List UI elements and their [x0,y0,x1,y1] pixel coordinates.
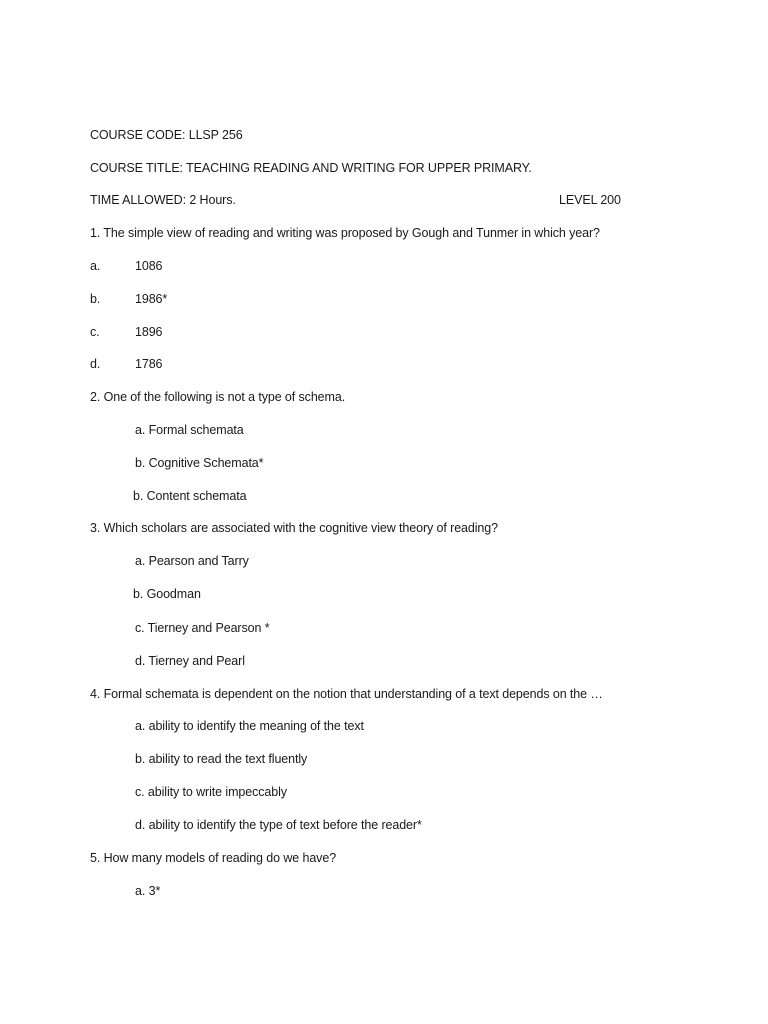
q1-option-d-letter: d. [90,357,101,371]
q4-option-d: d. ability to identify the type of text before the reader* [135,818,422,832]
question-1: 1. The simple view of reading and writing was proposed by Gough and Tunmer in which year? [90,226,600,240]
q3-option-a: a. Pearson and Tarry [135,554,249,568]
q3-option-b: b. Goodman [133,587,201,601]
question-3: 3. Which scholars are associated with the cognitive view theory of reading? [90,521,498,535]
course-title: COURSE TITLE: TEACHING READING AND WRITING FOR UPPER PRIMARY. [90,161,532,175]
q1-option-c-value: 1896 [135,325,163,339]
q4-option-a: a. ability to identify the meaning of the text [135,719,364,733]
q1-option-c-letter: c. [90,325,100,339]
level-label: LEVEL 200 [559,193,621,207]
question-2: 2. One of the following is not a type of schema. [90,390,346,404]
q1-option-d-value: 1786 [135,357,163,371]
q3-option-c: c. Tierney and Pearson * [135,621,270,635]
time-allowed: TIME ALLOWED: 2 Hours. [90,193,236,207]
q4-option-b: b. ability to read the text fluently [135,752,308,766]
q1-option-a-letter: a. [90,259,101,273]
q1-option-b-value: 1986* [135,292,168,306]
q4-option-c: c. ability to write impeccably [135,785,287,799]
question-4: 4. Formal schemata is dependent on the notion that understanding of a text depends on the … [90,687,603,701]
q1-option-a-value: 1086 [135,259,163,273]
q3-option-d: d. Tierney and Pearl [135,654,245,668]
q2-option-b: b. Cognitive Schemata* [135,456,264,470]
q2-option-a: a. Formal schemata [135,423,244,437]
q1-option-b-letter: b. [90,292,101,306]
q2-option-c: b. Content schemata [133,489,247,503]
q5-option-a: a. 3* [135,884,161,898]
course-code: COURSE CODE: LLSP 256 [90,128,243,142]
question-5: 5. How many models of reading do we have? [90,851,337,865]
